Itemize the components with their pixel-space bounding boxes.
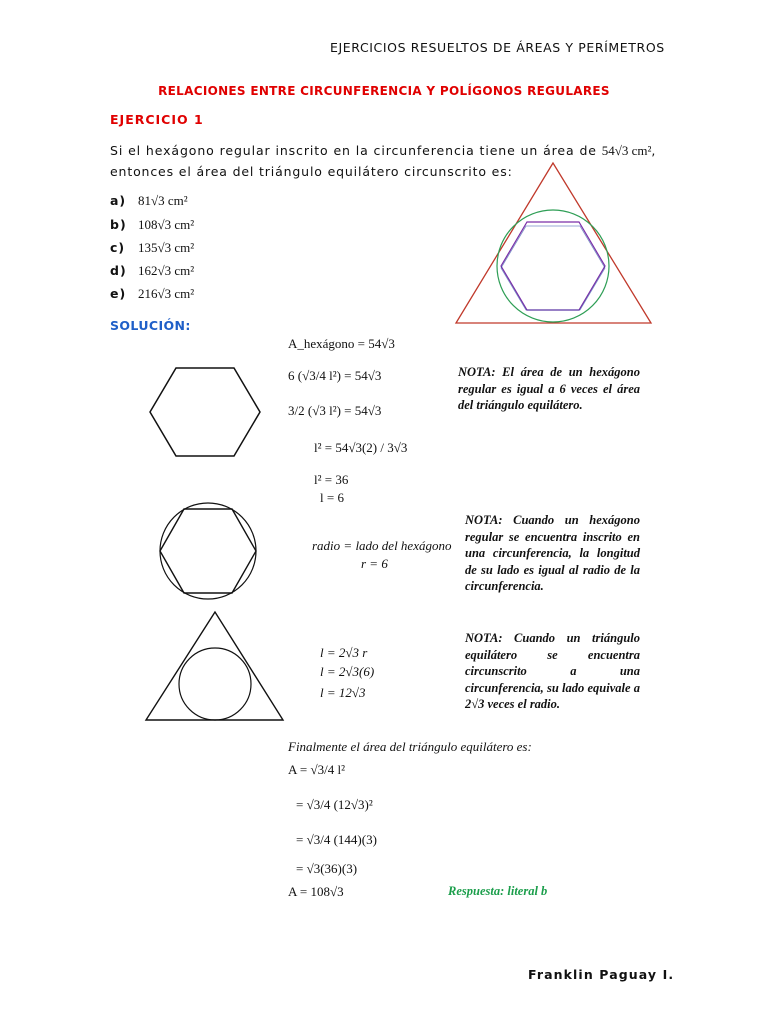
footer-author: Franklin Paguay I.: [528, 967, 675, 982]
final-step-1: A = √3/4 l²: [288, 762, 346, 777]
inscribed-hexagon: [501, 222, 605, 310]
option-value: 162√3 cm²: [137, 263, 195, 278]
option-letter: e): [110, 286, 127, 301]
step-hexagon-l2: l² = 54√3(2) / 3√3: [314, 440, 408, 455]
step-radius-value: r = 6: [361, 556, 388, 571]
option-value: 81√3 cm²: [137, 193, 188, 208]
option-b: [110, 217, 194, 233]
step-triangle-side-sub: l = 2√3(6): [320, 664, 375, 679]
circumscribed-triangle: [456, 163, 651, 323]
note-3: NOTA: Cuando un triángulo equilátero se encuentra circunscrito a una circunferencia, su lado equivale a 2√3 veces el radio.: [465, 631, 640, 712]
note-1: NOTA: El área de un hexágono regular es igual a 6 veces el área del triángulo equilátero.: [458, 365, 640, 413]
final-step-5: A = 108√3: [288, 884, 344, 899]
option-value: 216√3 cm²: [137, 286, 195, 301]
final-step-2: = √3/4 (12√3)²: [296, 797, 373, 812]
inscribed-hexagon-outline: [501, 226, 605, 310]
option-a: [110, 193, 188, 209]
question-text: Si el hexágono regular inscrito en la circunferencia tiene un área de: [110, 143, 597, 158]
step-radius-equals-side: radio = lado del hexágono: [312, 538, 452, 553]
option-value: 135√3 cm²: [137, 240, 195, 255]
final-intro: Finalmente el área del triángulo equilátero es:: [288, 739, 532, 754]
option-letter: a): [110, 193, 127, 208]
step-hexagon-area: A_hexágono = 54√3: [288, 336, 395, 351]
step-hexagon-simplify: 3/2 (√3 l²) = 54√3: [288, 403, 382, 418]
option-letter: b): [110, 217, 127, 232]
question-line-1: [110, 143, 656, 159]
option-value: 108√3 cm²: [137, 217, 195, 232]
solution-label: SOLUCIÓN:: [110, 318, 191, 333]
question-line-2: entonces el área del triángulo equilátero circunscrito es:: [110, 164, 513, 179]
step-triangle-side-formula: l = 2√3 r: [320, 645, 368, 660]
note-2: NOTA: Cuando un hexágono regular se encuentra inscrito en una circunferencia, la longitud de su lado es igual al radio de la circunferencia.: [465, 513, 640, 594]
step-hexagon-l2-result: l² = 36: [314, 472, 349, 487]
final-step-4: = √3(36)(3): [296, 861, 358, 876]
option-d: [110, 263, 194, 279]
exercise-label: EJERCICIO 1: [110, 112, 204, 127]
question-comma: ,: [651, 143, 657, 158]
question-value: 54√3 cm²: [601, 143, 652, 158]
option-letter: d): [110, 263, 127, 278]
option-c: [110, 240, 194, 256]
step-triangle-side-result: l = 12√3: [320, 685, 366, 700]
final-step-3: = √3/4 (144)(3): [296, 832, 377, 847]
document-header: EJERCICIOS RESUELTOS DE ÁREAS Y PERÍMETROS: [330, 40, 665, 55]
inscribed-circle: [497, 210, 609, 322]
option-e: [110, 286, 194, 302]
option-letter: c): [110, 240, 126, 255]
section-title: RELACIONES ENTRE CIRCUNFERENCIA Y POLÍGONOS REGULARES: [158, 84, 610, 98]
answer: Respuesta: literal b: [448, 884, 548, 898]
step-hexagon-formula: 6 (√3/4 l²) = 54√3: [288, 368, 382, 383]
step-hexagon-l-result: l = 6: [320, 490, 344, 505]
